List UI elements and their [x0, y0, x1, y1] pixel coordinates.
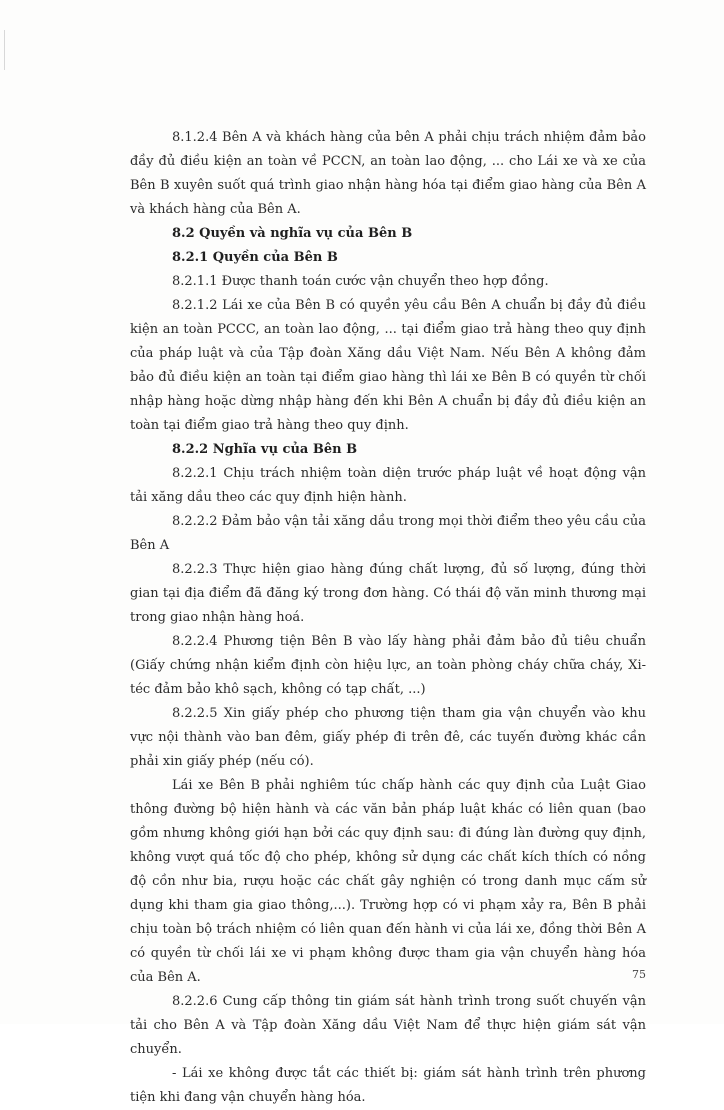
paragraph-tracking-rule: - Lái xe không được tắt các thiết bị: giám sát hành trình trên phương tiện khi đang vận chuyển hàng hóa. — [130, 1066, 646, 1105]
paragraph-driver-rules: Lái xe Bên B phải nghiêm túc chấp hành các quy định của Luật Giao thông đường bộ hiện hành và các văn bản pháp luật khác có liên quan (bao gồm nhưng không giới hạn bởi các quy định sau: đi đúng làn đường quy định, không vượt quá tốc độ cho phép, không sử dụng các chất kích thích có nồng độ cồn như bia, rượu hoặc các chất gây nghiện có trong danh mục cấm sử dụng khi tham gia giao thông,...). Trường hợp có vi phạm xảy ra, Bên B phải chịu toàn bộ trách nhiệm có liên quan đến hành vi của lái xe, đồng thời Bên A có quyền từ chối lái xe vi phạm không được tham gia vận chuyển hàng hóa của Bên A. — [130, 778, 646, 985]
heading-8-2-1: 8.2.1 Quyền của Bên B — [172, 250, 338, 265]
paragraph-8-2-1-1: 8.2.1.1 Được thanh toán cước vận chuyển theo hợp đồng. — [172, 274, 549, 289]
page-number: 75 — [632, 968, 646, 981]
document-body — [130, 126, 646, 1110]
paragraph-8-2-2-2: 8.2.2.2 Đảm bảo vận tải xăng dầu trong mọi thời điểm theo yêu cầu của Bên A — [130, 514, 646, 553]
paragraph-8-2-2-6: 8.2.2.6 Cung cấp thông tin giám sát hành trình trong suốt chuyến vận tải cho Bên A và Tập đoàn Xăng dầu Việt Nam để thực hiện giám sát vận chuyển. — [130, 994, 646, 1057]
heading-8-2-2: 8.2.2 Nghĩa vụ của Bên B — [172, 442, 358, 457]
paragraph-8-2-2-3: 8.2.2.3 Thực hiện giao hàng đúng chất lượng, đủ số lượng, đúng thời gian tại địa điểm đã đăng ký trong đơn hàng. Có thái độ văn minh thương mại trong giao nhận hàng hoá. — [130, 562, 646, 625]
paragraph-8-2-2-4: 8.2.2.4 Phương tiện Bên B vào lấy hàng phải đảm bảo đủ tiêu chuẩn (Giấy chứng nhận kiểm định còn hiệu lực, an toàn phòng cháy chữa cháy, Xi-téc đảm bảo khô sạch, không có tạp chất, ...) — [130, 634, 646, 697]
scan-edge-line — [4, 30, 5, 70]
heading-8-2: 8.2 Quyền và nghĩa vụ của Bên B — [172, 226, 413, 241]
paragraph-8-1-2-4: 8.1.2.4 Bên A và khách hàng của bên A phải chịu trách nhiệm đảm bảo đầy đủ điều kiện an toàn về PCCN, an toàn lao động, ... cho Lái xe và xe của Bên B xuyên suốt quá trình giao nhận hàng hóa tại điểm giao hàng của Bên A và khách hàng của Bên A. — [130, 130, 646, 217]
paragraph-8-2-1-2: 8.2.1.2 Lái xe của Bên B có quyền yêu cầu Bên A chuẩn bị đầy đủ điều kiện an toàn PCCC, an toàn lao động, ... tại điểm giao trả hàng theo quy định của pháp luật và của Tập đoàn Xăng dầu Việt Nam. Nếu Bên A không đảm bảo đủ điều kiện an toàn tại điểm giao hàng thì lái xe Bên B có quyền từ chối nhập hàng hoặc dừng nhập hàng đến khi Bên A chuẩn bị đầy đủ điều kiện an toàn tại điểm giao trả hàng theo quy định. — [130, 298, 646, 433]
paragraph-8-2-2-1: 8.2.2.1 Chịu trách nhiệm toàn diện trước pháp luật về hoạt động vận tải xăng dầu theo các quy định hiện hành. — [130, 466, 646, 505]
paragraph-8-2-2-5: 8.2.2.5 Xin giấy phép cho phương tiện tham gia vận chuyển vào khu vực nội thành vào ban đêm, giấy phép đi trên đê, các tuyến đường khác cần phải xin giấy phép (nếu có). — [130, 706, 646, 769]
